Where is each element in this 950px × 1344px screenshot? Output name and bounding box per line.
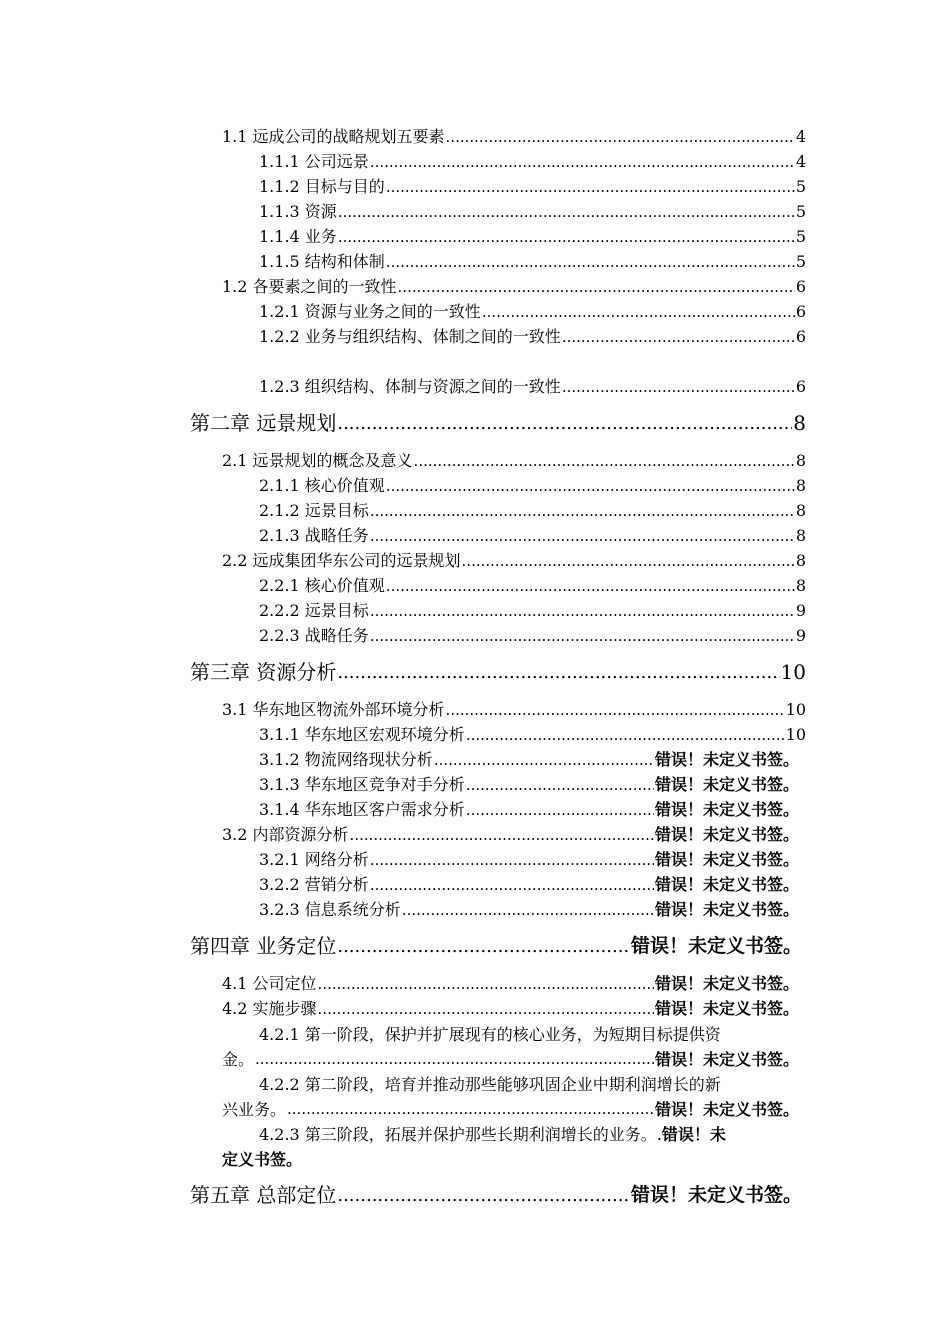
toc-entry-page: 8 — [795, 476, 806, 495]
toc-entry-text: 1.1.5 结构和体制 — [259, 252, 385, 271]
toc-entry-2-1-2[interactable] — [259, 502, 806, 520]
toc-entry-text: 1.2.1 资源与业务之间的一致性 — [259, 302, 481, 321]
toc-entry-page: 6 — [795, 327, 806, 346]
toc-entry-text: 3.2 内部资源分析 — [222, 825, 349, 844]
toc-entry-text: 3.1.3 华东地区竞争对手分析 — [259, 775, 465, 794]
dot-leader — [350, 827, 654, 844]
bookmark-error-part1: 错误！未 — [661, 1125, 726, 1144]
toc-entry-text: 3.1.2 物流网络现状分析 — [259, 750, 433, 769]
bookmark-error: 错误！未定义书签。 — [654, 800, 799, 819]
bookmark-error: 错误！未定义书签。 — [654, 775, 799, 794]
toc-entry-text: 3.2.2 营销分析 — [259, 875, 369, 894]
dot-leader — [370, 628, 795, 645]
toc-entry-text: 2.2.1 核心价值观 — [259, 576, 385, 595]
dot-leader — [434, 752, 654, 769]
bookmark-error: 错误！未定义书签。 — [630, 1184, 802, 1207]
toc-entry-text: 2.2.2 远景目标 — [259, 601, 369, 620]
toc-entry-text: 第四章 业务定位 — [190, 934, 337, 958]
toc-entry-text: 3.2.1 网络分析 — [259, 850, 369, 869]
dot-leader — [466, 727, 785, 744]
toc-entry-text: 4.1 公司定位 — [222, 974, 317, 993]
toc-entry-text: 1.2 各要素之间的一致性 — [222, 277, 397, 296]
toc-entry-page: 5 — [795, 252, 806, 271]
dot-leader — [386, 254, 795, 271]
toc-entry-2-2-3[interactable] — [259, 627, 806, 645]
toc-chapter-4[interactable] — [190, 935, 802, 957]
toc-entry-page: 8 — [793, 411, 806, 435]
toc-entry-page: 5 — [795, 202, 806, 221]
toc-entry-text-line1: 4.2.1 第一阶段，保护并扩展现有的核心业务，为短期目标提供资 — [259, 1025, 721, 1044]
toc-entry-text: 1.2.2 业务与组织结构、体制之间的一致性 — [259, 327, 561, 346]
bookmark-error: 错误！未定义书签。 — [654, 750, 799, 769]
dot-leader — [338, 229, 795, 246]
dot-leader — [414, 453, 795, 470]
dot-leader — [337, 414, 792, 434]
dot-leader — [398, 279, 795, 296]
toc-entry-1-1-2[interactable] — [259, 178, 806, 196]
toc-entry-3-2-1[interactable] — [259, 851, 799, 869]
bookmark-error: 错误！未定义书签。 — [654, 875, 799, 894]
toc-entry-text-line2: 兴业务。 — [222, 1100, 287, 1119]
toc-entry-2-2[interactable] — [222, 552, 806, 570]
dot-leader — [446, 702, 785, 719]
toc-entry-4-2-3[interactable] — [222, 1122, 806, 1172]
toc-entry-page: 9 — [795, 601, 806, 620]
toc-entry-text: 3.1.1 华东地区宏观环境分析 — [259, 725, 465, 744]
toc-entry-text: 3.2.3 信息系统分析 — [259, 900, 401, 919]
dot-leader — [386, 578, 795, 595]
bookmark-error: 错误！未定义书签。 — [654, 999, 799, 1018]
toc-entry-4-2-1[interactable] — [222, 1022, 806, 1072]
toc-entry-1-2[interactable] — [222, 278, 806, 296]
toc-entry-page: 9 — [795, 626, 806, 645]
toc-entry-3-1-1[interactable] — [259, 726, 806, 744]
toc-entry-page: 8 — [795, 576, 806, 595]
dot-leader — [370, 877, 654, 894]
dot-leader — [338, 204, 795, 221]
toc-entry-3-2-2[interactable] — [259, 876, 799, 894]
bookmark-error: 错误！未定义书签。 — [630, 935, 802, 958]
toc-entry-1-1-4[interactable] — [259, 228, 806, 246]
toc-entry-text: 第五章 总部定位 — [190, 1183, 337, 1207]
toc-entry-2-1[interactable] — [222, 452, 806, 470]
toc-entry-3-1-2[interactable] — [259, 751, 799, 769]
toc-entry-text-line1: 4.2.2 第二阶段，培育并推动那些能够巩固企业中期利润增长的新 — [259, 1075, 721, 1094]
toc-entry-text-line1: 4.2.3 第三阶段，拓展并保护那些长期利润增长的业务。. — [259, 1125, 662, 1144]
toc-entry-text: 3.1.4 华东地区客户需求分析 — [259, 800, 465, 819]
toc-entry-4-1[interactable] — [222, 975, 799, 993]
dot-leader — [287, 1097, 654, 1122]
dot-leader — [466, 802, 654, 819]
dot-leader — [370, 154, 795, 171]
toc-chapter-3[interactable] — [190, 661, 806, 683]
dot-leader — [462, 553, 795, 570]
toc-entry-1-1-3[interactable] — [259, 203, 806, 221]
dot-leader — [337, 937, 630, 957]
dot-leader — [370, 503, 795, 520]
dot-leader — [255, 1047, 654, 1072]
dot-leader — [482, 304, 795, 321]
toc-entry-text: 2.1.3 战略任务 — [259, 526, 369, 545]
toc-entry-2-1-1[interactable] — [259, 477, 806, 495]
toc-entry-page: 10 — [785, 725, 806, 744]
dot-leader — [386, 179, 795, 196]
toc-entry-2-1-3[interactable] — [259, 527, 806, 545]
toc-entry-text-line2: 金。 — [222, 1050, 255, 1069]
toc-entry-text: 1.1.3 资源 — [259, 202, 337, 221]
toc-entry-text: 1.1.2 目标与目的 — [259, 177, 385, 196]
toc-entry-text: 1.2.3 组织结构、体制与资源之间的一致性 — [259, 377, 561, 396]
dot-leader — [337, 1186, 630, 1206]
toc-entry-1-2-1[interactable] — [259, 303, 806, 321]
toc-entry-4-2-2[interactable] — [222, 1072, 806, 1122]
toc-entry-page: 8 — [795, 501, 806, 520]
toc-entry-1-2-3[interactable] — [259, 378, 806, 396]
dot-leader — [337, 663, 779, 683]
toc-entry-text: 1.1 远成公司的战略规划五要素 — [222, 127, 445, 146]
dot-leader — [466, 777, 654, 794]
dot-leader — [562, 329, 795, 346]
toc-entry-page: 5 — [795, 227, 806, 246]
toc-entry-3-1-3[interactable] — [259, 776, 799, 794]
bookmark-error-part2: 定义书签。 — [222, 1150, 303, 1169]
toc-entry-page: 10 — [785, 700, 806, 719]
dot-leader — [318, 1001, 654, 1018]
dot-leader — [402, 902, 654, 919]
dot-leader — [386, 478, 795, 495]
toc-chapter-2[interactable] — [190, 412, 806, 434]
toc-entry-page: 8 — [795, 551, 806, 570]
toc-chapter-5[interactable] — [190, 1184, 802, 1206]
dot-leader — [446, 129, 795, 146]
toc-entry-page: 4 — [795, 152, 806, 171]
toc-entry-4-2[interactable] — [222, 1000, 799, 1018]
bookmark-error: 错误！未定义书签。 — [654, 900, 799, 919]
dot-leader — [370, 528, 795, 545]
bookmark-error: 错误！未定义书签。 — [654, 1100, 799, 1119]
toc-entry-page: 4 — [795, 127, 806, 146]
toc-entry-page: 8 — [795, 526, 806, 545]
toc-entry-page: 6 — [795, 302, 806, 321]
toc-entry-text: 4.2 实施步骤 — [222, 999, 317, 1018]
toc-entry-3-1[interactable] — [222, 701, 806, 719]
bookmark-error: 错误！未定义书签。 — [654, 974, 799, 993]
toc-entry-text: 3.1 华东地区物流外部环境分析 — [222, 700, 445, 719]
toc-entry-text: 2.1.2 远景目标 — [259, 501, 369, 520]
toc-entry-3-1-4[interactable] — [259, 801, 799, 819]
toc-entry-2-2-1[interactable] — [259, 577, 806, 595]
toc-entry-1-1-1[interactable] — [259, 153, 806, 171]
dot-leader — [318, 976, 654, 993]
toc-entry-text: 第三章 资源分析 — [190, 660, 337, 684]
toc-entry-3-2[interactable] — [222, 826, 799, 844]
toc-entry-text: 2.1.1 核心价值观 — [259, 476, 385, 495]
toc-entry-text: 2.2.3 战略任务 — [259, 626, 369, 645]
toc-entry-text: 第二章 远景规划 — [190, 411, 337, 435]
toc-entry-1-1[interactable] — [222, 128, 806, 146]
toc-entry-1-1-5[interactable] — [259, 253, 806, 271]
toc-entry-page: 8 — [795, 451, 806, 470]
dot-leader — [370, 603, 795, 620]
toc-entry-text: 2.1 远景规划的概念及意义 — [222, 451, 413, 470]
toc-entry-1-2-2[interactable] — [259, 328, 806, 346]
bookmark-error: 错误！未定义书签。 — [654, 850, 799, 869]
toc-entry-page: 6 — [795, 277, 806, 296]
dot-leader — [370, 852, 654, 869]
dot-leader — [562, 379, 795, 396]
toc-entry-page: 5 — [795, 177, 806, 196]
toc-entry-text: 2.2 远成集团华东公司的远景规划 — [222, 551, 461, 570]
bookmark-error: 错误！未定义书签。 — [654, 825, 799, 844]
toc-entry-page: 10 — [780, 660, 806, 684]
toc-entry-page: 6 — [795, 377, 806, 396]
toc-entry-3-2-3[interactable] — [259, 901, 799, 919]
bookmark-error: 错误！未定义书签。 — [654, 1050, 799, 1069]
toc-entry-text: 1.1.1 公司远景 — [259, 152, 369, 171]
toc-entry-2-2-2[interactable] — [259, 602, 806, 620]
toc-entry-text: 1.1.4 业务 — [259, 227, 337, 246]
